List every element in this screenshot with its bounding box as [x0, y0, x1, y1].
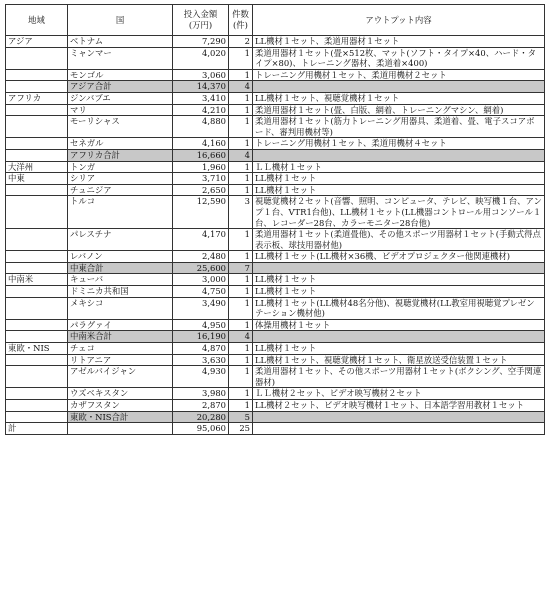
country-cell: ジンバブエ	[68, 92, 173, 104]
subtotal-label: 東欧・NIS合計	[68, 411, 173, 423]
region-cell	[6, 286, 68, 298]
header-amount-line1: 投入金額	[183, 9, 218, 20]
country-cell: シリア	[68, 173, 173, 185]
count-cell: 1	[229, 286, 253, 298]
table-row	[6, 104, 545, 116]
table-row	[6, 36, 545, 48]
output-cell: LL機材１セット、視聴覚機材１セット、衛星放送受信装置１セット	[253, 354, 545, 366]
output-cell: 視聴覚機材２セット(音響、照明、コンピュータ、テレビ、映写機１台、アンプ１台、VTR1台他)、LL機材１セット(LL機器コントロール用コンソール１台、レコーダー28台、カラーモニター28台他)	[253, 196, 545, 229]
subtotal-output	[253, 81, 545, 93]
table-row	[6, 138, 545, 150]
output-cell: LL機材１セット(LL機材×36機、ビデオプロジェクター他関連機材)	[253, 251, 545, 263]
count-cell: 1	[229, 184, 253, 196]
count-cell: 1	[229, 400, 253, 412]
output-cell: 体操用機材１セット	[253, 319, 545, 331]
count-cell: 1	[229, 319, 253, 331]
subtotal-row	[6, 262, 545, 274]
count-cell: 1	[229, 138, 253, 150]
output-cell: LL機材１セット	[253, 286, 545, 298]
count-cell: 2	[229, 36, 253, 48]
table-row	[6, 229, 545, 251]
subtotal-row	[6, 411, 545, 423]
country-cell: カザフスタン	[68, 400, 173, 412]
country-cell: チェコ	[68, 343, 173, 355]
table-row	[6, 354, 545, 366]
region-cell	[6, 116, 68, 138]
country-cell: パレスチナ	[68, 229, 173, 251]
table-row	[6, 92, 545, 104]
region-cell: 東欧・NIS	[6, 343, 68, 355]
country-cell: トンガ	[68, 161, 173, 173]
amount-cell: 2,870	[173, 400, 229, 412]
output-cell: LL機材２セット、ビデオ映写機材１セット、日本語学習用教材１セット	[253, 400, 545, 412]
subtotal-count: 5	[229, 411, 253, 423]
subtotal-count: 7	[229, 262, 253, 274]
subtotal-output	[253, 331, 545, 343]
output-cell: LL機材１セット	[253, 343, 545, 355]
table-row	[6, 69, 545, 81]
amount-cell: 12,590	[173, 196, 229, 229]
total-country	[68, 423, 173, 435]
amount-cell: 4,020	[173, 47, 229, 69]
output-cell: ＬＬ機材２セット、ビデオ映写機材２セット	[253, 388, 545, 400]
subtotal-output	[253, 411, 545, 423]
table-row	[6, 116, 545, 138]
output-cell: LL機材１セット	[253, 274, 545, 286]
subtotal-amount: 16,190	[173, 331, 229, 343]
total-row	[6, 423, 545, 435]
output-cell: トレーニング用機材１セット、柔道用機材４セット	[253, 138, 545, 150]
header-country: 国	[68, 5, 173, 36]
total-label: 計	[6, 423, 68, 435]
country-cell: リトアニア	[68, 354, 173, 366]
count-cell: 1	[229, 354, 253, 366]
table-row	[6, 196, 545, 229]
amount-cell: 4,930	[173, 366, 229, 388]
count-cell: 1	[229, 116, 253, 138]
count-cell: 1	[229, 388, 253, 400]
amount-cell: 3,410	[173, 92, 229, 104]
header-count-line1: 件数	[232, 9, 249, 20]
amount-cell: 4,170	[173, 229, 229, 251]
region-cell	[6, 149, 68, 161]
region-cell	[6, 229, 68, 251]
count-cell: 1	[229, 104, 253, 116]
country-cell: パラグァイ	[68, 319, 173, 331]
subtotal-count: 4	[229, 149, 253, 161]
table-row	[6, 274, 545, 286]
table-row	[6, 47, 545, 69]
output-table	[5, 4, 545, 435]
amount-cell: 2,480	[173, 251, 229, 263]
subtotal-label: 中南米合計	[68, 331, 173, 343]
region-cell	[6, 47, 68, 69]
amount-cell: 3,980	[173, 388, 229, 400]
output-cell: 柔道用器材１セット(筋力トレーニング用器具、柔道着、畳、電子スコアボード、審判用機材等)	[253, 116, 545, 138]
output-cell: 柔道用器材１セット、その他スポーツ用器材１セット(ボクシング、空手関連器材)	[253, 366, 545, 388]
header-count	[229, 5, 253, 36]
region-cell: 大洋州	[6, 161, 68, 173]
amount-cell: 4,880	[173, 116, 229, 138]
country-cell: メキシコ	[68, 297, 173, 319]
region-cell: 中南米	[6, 274, 68, 286]
country-cell: ドミニカ共和国	[68, 286, 173, 298]
region-cell	[6, 104, 68, 116]
country-cell: モーリシャス	[68, 116, 173, 138]
table-row	[6, 286, 545, 298]
table-row	[6, 161, 545, 173]
country-cell: レバノン	[68, 251, 173, 263]
region-cell	[6, 184, 68, 196]
table-row	[6, 184, 545, 196]
country-cell: モンゴル	[68, 69, 173, 81]
subtotal-label: 中東合計	[68, 262, 173, 274]
count-cell: 1	[229, 161, 253, 173]
total-amount: 95,060	[173, 423, 229, 435]
subtotal-row	[6, 331, 545, 343]
amount-cell: 7,290	[173, 36, 229, 48]
count-cell: 3	[229, 196, 253, 229]
subtotal-amount: 20,280	[173, 411, 229, 423]
country-cell: チュニジア	[68, 184, 173, 196]
amount-cell: 3,490	[173, 297, 229, 319]
country-cell: マリ	[68, 104, 173, 116]
country-cell: ベトナム	[68, 36, 173, 48]
table-body	[6, 36, 545, 435]
count-cell: 1	[229, 92, 253, 104]
header-region: 地域	[6, 5, 68, 36]
header-amount-line2: (万円)	[188, 20, 213, 30]
subtotal-count: 4	[229, 81, 253, 93]
total-count: 25	[229, 423, 253, 435]
table-row	[6, 366, 545, 388]
output-cell: LL機材１セット	[253, 173, 545, 185]
output-cell: LL機材１セット(LL機材48名分他)、視聴覚機材(LL教室用視聴覚プレゼンテーション機材他)	[253, 297, 545, 319]
region-cell: アジア	[6, 36, 68, 48]
output-cell: LL機材１セット、視聴覚機材１セット	[253, 92, 545, 104]
region-cell	[6, 366, 68, 388]
table-row	[6, 251, 545, 263]
table-row	[6, 343, 545, 355]
subtotal-label: アフリカ合計	[68, 149, 173, 161]
subtotal-amount: 14,370	[173, 81, 229, 93]
header-row	[6, 5, 545, 36]
subtotal-count: 4	[229, 331, 253, 343]
count-cell: 1	[229, 229, 253, 251]
table-row	[6, 173, 545, 185]
region-cell	[6, 251, 68, 263]
header-amount	[173, 5, 229, 36]
country-cell: ミャンマー	[68, 47, 173, 69]
region-cell	[6, 138, 68, 150]
region-cell	[6, 262, 68, 274]
count-cell: 1	[229, 343, 253, 355]
output-cell: 柔道用器材１セット(畳、白版、網着、トレーニングマシン、網着)	[253, 104, 545, 116]
header-count-line2: (件)	[233, 20, 248, 30]
table-row	[6, 400, 545, 412]
subtotal-label: アジア合計	[68, 81, 173, 93]
region-cell	[6, 69, 68, 81]
amount-cell: 3,000	[173, 274, 229, 286]
region-cell	[6, 196, 68, 229]
region-cell	[6, 400, 68, 412]
amount-cell: 3,630	[173, 354, 229, 366]
table-row	[6, 319, 545, 331]
subtotal-row	[6, 149, 545, 161]
output-cell: トレーニング用機材１セット、柔道用機材２セット	[253, 69, 545, 81]
amount-cell: 2,650	[173, 184, 229, 196]
count-cell: 1	[229, 366, 253, 388]
amount-cell: 4,950	[173, 319, 229, 331]
amount-cell: 4,210	[173, 104, 229, 116]
count-cell: 1	[229, 69, 253, 81]
total-output	[253, 423, 545, 435]
output-cell: LL機材１セット	[253, 184, 545, 196]
region-cell	[6, 388, 68, 400]
region-cell	[6, 319, 68, 331]
count-cell: 1	[229, 274, 253, 286]
output-cell: 柔道用器材１セット(柔道畳他)、その他スポーツ用器材１セット(手動式得点表示板、球技用器材他)	[253, 229, 545, 251]
subtotal-output	[253, 149, 545, 161]
region-cell	[6, 354, 68, 366]
country-cell: ウズベキスタン	[68, 388, 173, 400]
table-row	[6, 297, 545, 319]
count-cell: 1	[229, 251, 253, 263]
region-cell	[6, 411, 68, 423]
amount-cell: 4,160	[173, 138, 229, 150]
count-cell: 1	[229, 173, 253, 185]
region-cell	[6, 81, 68, 93]
count-cell: 1	[229, 297, 253, 319]
amount-cell: 4,750	[173, 286, 229, 298]
region-cell: アフリカ	[6, 92, 68, 104]
header-output: アウトプット内容	[253, 5, 545, 36]
output-cell: ＬＬ機材１セット	[253, 161, 545, 173]
subtotal-output	[253, 262, 545, 274]
region-cell	[6, 297, 68, 319]
country-cell: トルコ	[68, 196, 173, 229]
amount-cell: 3,060	[173, 69, 229, 81]
country-cell: アゼルバイジャン	[68, 366, 173, 388]
subtotal-amount: 25,600	[173, 262, 229, 274]
subtotal-amount: 16,660	[173, 149, 229, 161]
amount-cell: 1,960	[173, 161, 229, 173]
subtotal-row	[6, 81, 545, 93]
country-cell: キューバ	[68, 274, 173, 286]
region-cell: 中東	[6, 173, 68, 185]
region-cell	[6, 331, 68, 343]
country-cell: セネガル	[68, 138, 173, 150]
output-cell: 柔道用器材１セット(畳×512枚、マット(ソフト・タイプ×40、ハード・タイプ×80)、トレーニング器材、柔道着×400)	[253, 47, 545, 69]
amount-cell: 4,870	[173, 343, 229, 355]
output-cell: LL機材１セット、柔道用器材１セット	[253, 36, 545, 48]
amount-cell: 3,710	[173, 173, 229, 185]
table-row	[6, 388, 545, 400]
count-cell: 1	[229, 47, 253, 69]
